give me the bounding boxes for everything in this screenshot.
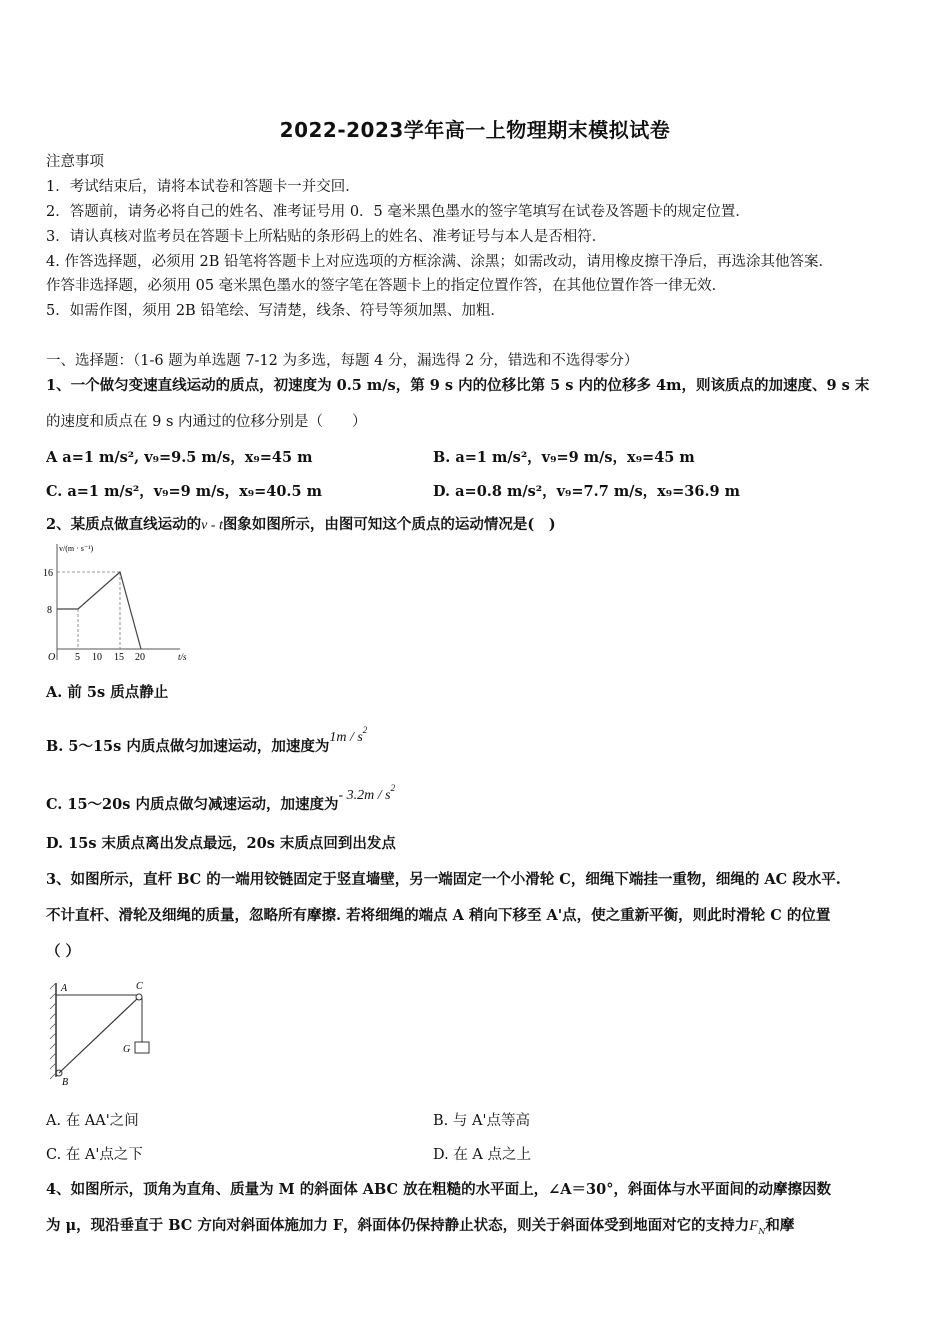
weight-g (135, 1042, 149, 1053)
q1-option-d: D. a=0.8 m/s²，v₉=7.7 m/s，x₉=36.9 m (433, 483, 740, 500)
q2-option-c-text: C. 15～20s 内质点做匀减速运动，加速度为 (46, 796, 339, 813)
q2-stem (46, 515, 556, 536)
q4-stem-line2-pre: 为 μ，现沿垂直于 BC 方向对斜面体施加力 F，斜面体仍保持静止状态，则关于斜面体受到地面对它的支持力 (46, 1217, 750, 1234)
wall-hatching (50, 983, 56, 1079)
q2-option-c (46, 783, 396, 816)
vt-graph (40, 540, 200, 668)
notice-item-2: 2．答题前，请务必将自己的姓名、准考证号用 0．5 毫米黑色墨水的签字笔填写在试卷及答题卡的规定位置． (46, 204, 750, 220)
vt-ytick-16: 16 (43, 568, 53, 579)
notice-item-4: 4. 作答选择题，必须用 2B 铅笔将答题卡上对应选项的方框涂满、涂黑；如需改动，请用橡皮擦干净后，再选涂其他答案． (46, 254, 834, 270)
section-heading: 一、选择题：（1-6 题为单选题 7-12 为多选，每题 4 分，漏选得 2 分，错选和不选得零分） (46, 353, 639, 369)
q1-option-c: C. a=1 m/s²，v₉=9 m/s，x₉=40.5 m (46, 483, 322, 500)
q2-stem-math: v - t (201, 518, 223, 533)
q4-stem-line2-post: 和摩 (765, 1217, 795, 1234)
notice-heading: 注意事项 (46, 154, 104, 170)
notice-item-3: 3．请认真核对监考员在答题卡上所粘贴的条形码上的姓名、准考证号与本人是否相符． (46, 229, 607, 245)
vt-xtick-5: 5 (75, 652, 80, 663)
q2-option-c-accel-value: - 3.2m / s (338, 788, 391, 803)
q3-option-c: C. 在 A'点之下 (46, 1147, 143, 1163)
q2-option-b (46, 725, 368, 758)
notice-item-5: 5．如需作图，须用 2B 铅笔绘、写清楚，线条、符号等须加黑、加粗． (46, 303, 505, 319)
pulley-c (136, 994, 142, 1000)
vt-xtick-10: 10 (92, 652, 102, 663)
vt-curve (57, 572, 141, 649)
q2-option-d: D. 15s 末质点离出发点最远，20s 末质点回到出发点 (46, 835, 396, 852)
pulley-figure (44, 975, 164, 1091)
q2-option-c-accel-exp: 2 (390, 783, 396, 793)
vt-xtick-20: 20 (135, 652, 145, 663)
label-g: G (123, 1044, 131, 1055)
label-a: A (61, 983, 68, 994)
q4-stem-line1: 4、如图所示，顶角为直角、质量为 M 的斜面体 ABC 放在粗糙的水平面上，∠A＝30°，斜面体与水平面间的动摩擦因数 (46, 1181, 831, 1198)
label-c: C (136, 981, 143, 992)
q3-option-d: D. 在 A 点之上 (433, 1147, 532, 1163)
q1-option-b: B. a=1 m/s²，v₉=9 m/s，x₉=45 m (433, 449, 695, 466)
q2-stem-pre: 2、某质点做直线运动的 (46, 516, 202, 533)
q2-option-b-accel-value: 1m / s (329, 730, 363, 745)
q4-force-symbol: F (749, 1218, 759, 1234)
label-b: B (62, 1077, 69, 1088)
q3-stem-line1: 3、如图所示，直杆 BC 的一端用铰链固定于竖直墙壁，另一端固定一个小滑轮 C，细绳下端挂一重物，细绳的 AC 段水平. (46, 871, 841, 888)
q3-option-b: B. 与 A'点等高 (433, 1113, 530, 1129)
q2-option-b-accel (329, 725, 368, 745)
q3-stem-line3: （ ） (46, 943, 81, 960)
q2-option-b-text: B. 5～15s 内质点做匀加速运动，加速度为 (46, 738, 330, 755)
q3-option-a: A. 在 AA'之间 (46, 1113, 139, 1129)
q1-stem-line1: 1、一个做匀变速直线运动的质点，初速度为 0.5 m/s，第 9 s 内的位移比第 5 s 内的位移多 4m，则该质点的加速度、9 s 末 (46, 377, 870, 394)
vt-ytick-8: 8 (47, 605, 52, 616)
q2-option-c-accel (338, 783, 396, 803)
rod-bc (59, 997, 139, 1073)
q1-stem-line2: 的速度和质点在 9 s 内通过的位移分别是（ ） (46, 414, 367, 430)
q4-stem-line2 (46, 1216, 794, 1242)
q1-option-a: A a=1 m/s², v₉=9.5 m/s，x₉=45 m (46, 449, 313, 466)
vt-xtick-15: 15 (114, 652, 124, 663)
q4-force-subscript: N (758, 1226, 766, 1236)
vt-origin: O (48, 652, 56, 663)
q2-option-a: A. 前 5s 质点静止 (46, 684, 169, 701)
vt-xlabel: t/s (178, 652, 187, 662)
page-title: 2022-2023学年高一上物理期末模拟试卷 (279, 118, 671, 142)
notice-item-1: 1．考试结束后，请将本试卷和答题卡一并交回． (46, 179, 360, 195)
q2-stem-post: 图象如图所示，由图可知这个质点的运动情况是( ) (222, 516, 556, 533)
q2-option-b-accel-exp: 2 (362, 725, 368, 735)
q3-stem-line2: 不计直杆、滑轮及细绳的质量，忽略所有摩擦. 若将细绳的端点 A 稍向下移至 A'点，使之重新平衡，则此时滑轮 C 的位置 (46, 907, 831, 924)
notice-item-4-continued: 作答非选择题，必须用 05 毫米黑色墨水的签字笔在答题卡上的指定位置作答，在其他位置作答一律无效． (46, 278, 727, 294)
vt-ylabel: v/(m · s⁻¹) (59, 544, 94, 553)
